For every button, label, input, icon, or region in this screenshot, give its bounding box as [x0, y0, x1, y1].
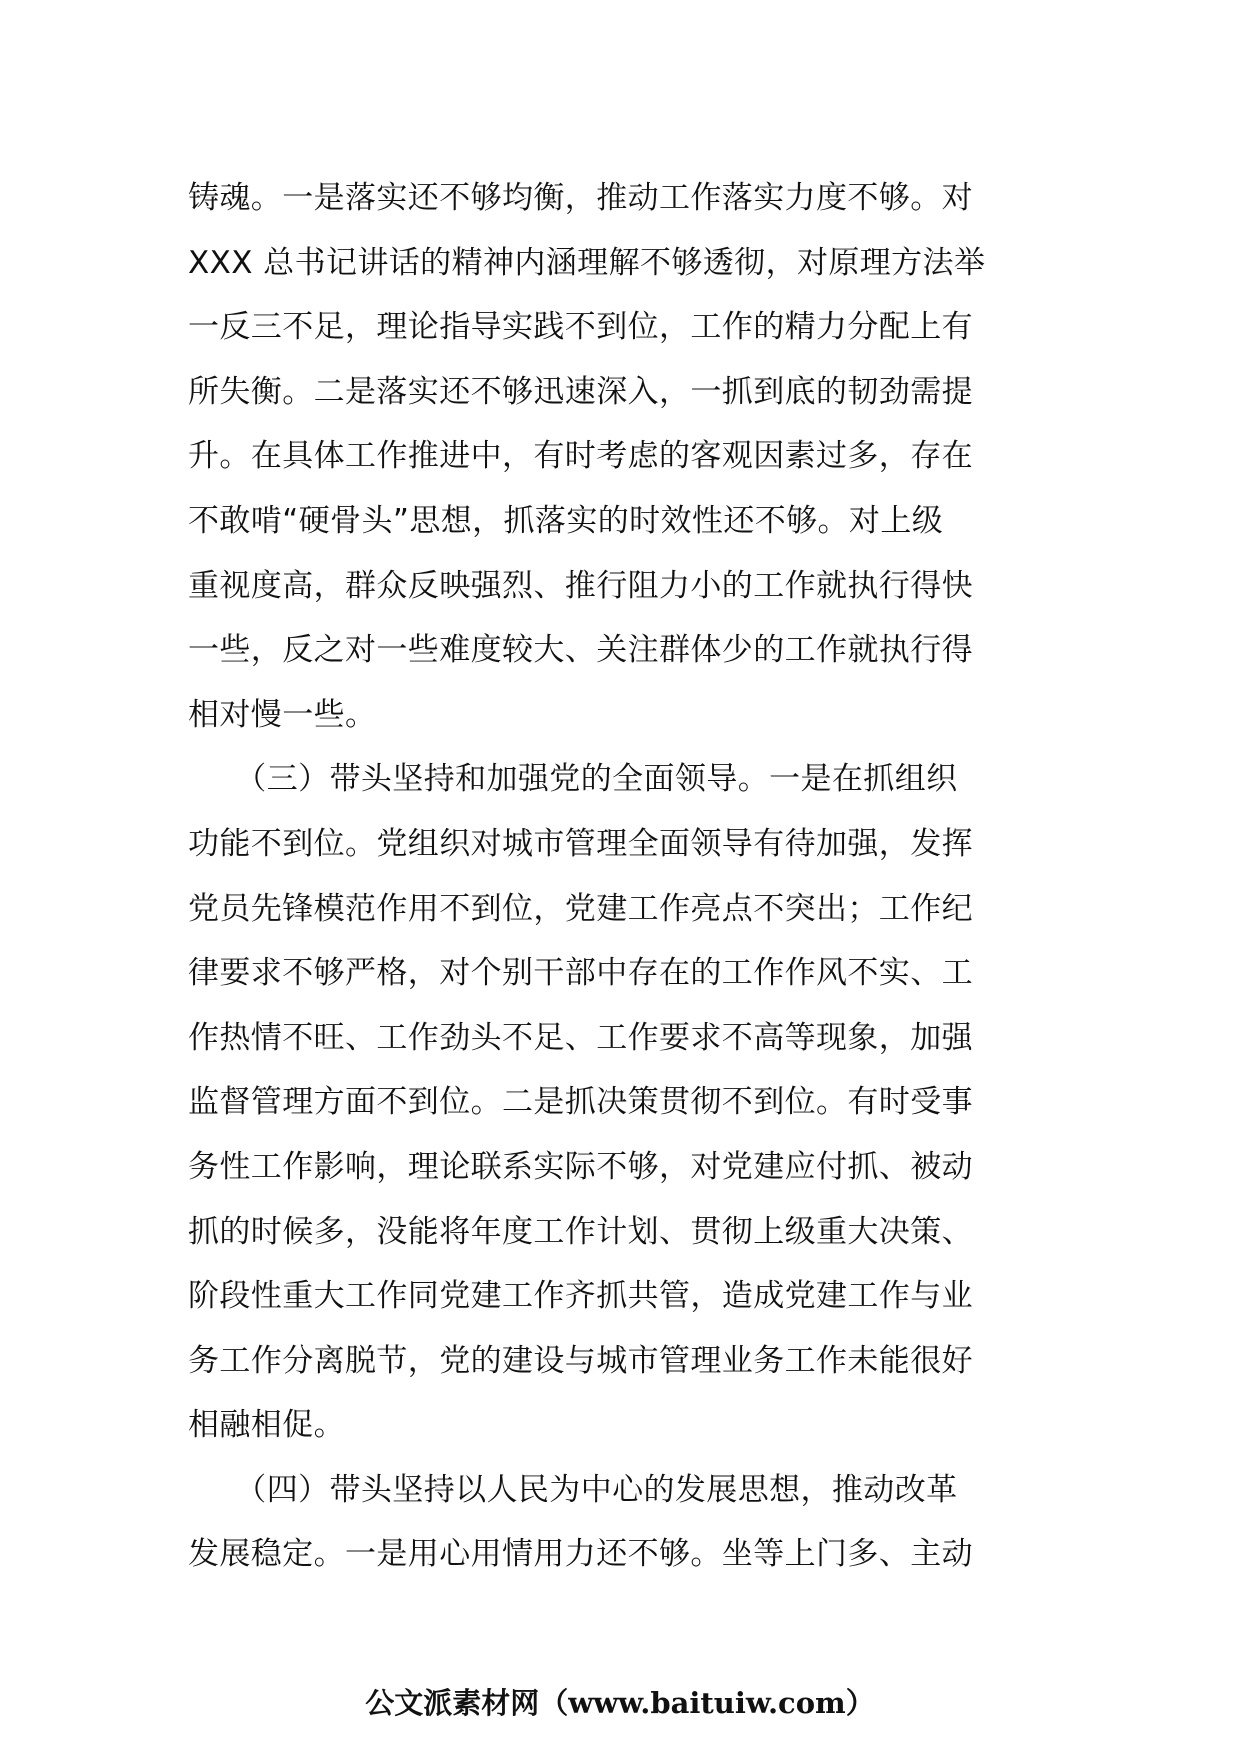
text-line: 升。在具体工作推进中，有时考虑的客观因素过多，存在 — [188, 438, 973, 475]
section-heading-line: （三）带头坚持和加强党的全面领导。一是在抓组织 — [188, 761, 958, 798]
text-line: 监督管理方面不到位。二是抓决策贯彻不到位。有时受事 — [188, 1084, 973, 1121]
text-line: 一反三不足，理论指导实践不到位，工作的精力分配上有 — [188, 309, 973, 346]
document-body — [188, 166, 1056, 1587]
text-line: 律要求不够严格，对个别干部中存在的工作作风不实、工 — [188, 955, 973, 992]
text-line: 党员先锋模范作用不到位，党建工作亮点不突出；工作纪 — [188, 890, 973, 927]
section-heading-line: （四）带头坚持以人民为中心的发展思想，推动改革 — [188, 1471, 958, 1508]
footer-watermark: 公文派素材网（www.baituiw.com） — [365, 1686, 875, 1720]
text-line: 所失衡。二是落实还不够迅速深入，一抓到底的韧劲需提 — [188, 373, 973, 410]
text-line: 作热情不旺、工作劲头不足、工作要求不高等现象，加强 — [188, 1019, 973, 1056]
text-line: 发展稳定。一是用心用情用力还不够。坐等上门多、主动 — [188, 1536, 973, 1573]
text-line: 铸魂。一是落实还不够均衡，推动工作落实力度不够。对 — [188, 180, 973, 216]
text-line: 相融相促。 — [188, 1407, 345, 1444]
text-line: 抓的时候多，没能将年度工作计划、贯彻上级重大决策、 — [188, 1213, 973, 1250]
text-line: 阶段性重大工作同党建工作齐抓共管，造成党建工作与业 — [188, 1278, 973, 1315]
text-line: 一些，反之对一些难度较大、关注群体少的工作就执行得 — [188, 632, 973, 669]
text-line: 重视度高，群众反映强烈、推行阻力小的工作就执行得快 — [188, 567, 973, 604]
text-line: 相对慢一些。 — [188, 696, 377, 733]
text-line: 务性工作影响，理论联系实际不够，对党建应付抓、被动 — [188, 1148, 973, 1185]
text-line: 务工作分离脱节，党的建设与城市管理业务工作未能很好 — [188, 1342, 973, 1379]
text-line: 功能不到位。党组织对城市管理全面领导有待加强，发挥 — [188, 825, 973, 862]
text-line: XXX 总书记讲话的精神内涵理解不够透彻，对原理方法举 — [188, 244, 986, 281]
text-line: 不敢啃“硬骨头”思想，抓落实的时效性还不够。对上级 — [188, 502, 944, 539]
